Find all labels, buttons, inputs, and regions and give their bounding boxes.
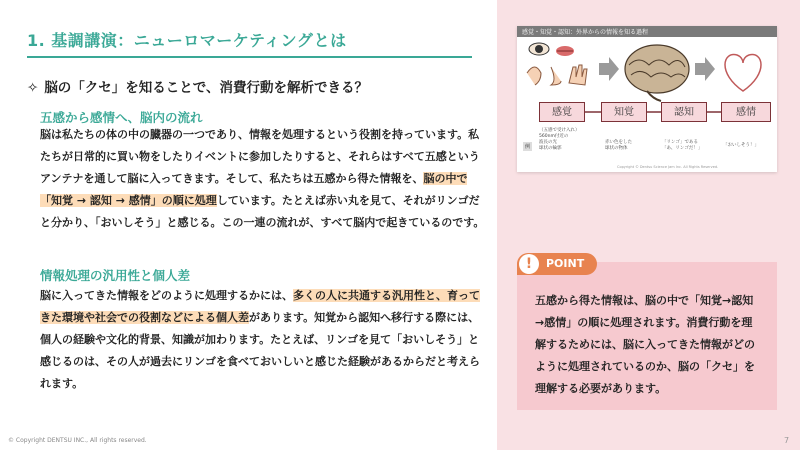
page-title: 1. 基調講演：ニューロマーケティングとは bbox=[27, 31, 347, 50]
highlighted-text: 脳の中で「知覚 → 認知 → 感情」の順に処理 bbox=[40, 172, 468, 207]
title-divider bbox=[27, 56, 472, 58]
paragraph-text: 脳に入ってきた情報をどのように処理するかには、 bbox=[40, 289, 293, 302]
footer-copyright: © Copyright DENTSU INC., All rights reserved. bbox=[8, 437, 147, 444]
diagram-header bbox=[517, 26, 777, 37]
paragraph-processing bbox=[40, 285, 485, 395]
arrow-right-icon bbox=[599, 57, 619, 81]
brain-icon bbox=[625, 45, 689, 101]
example-sensation: （五感で受け入れ） 560nm付近の 波長の光 球状の輪郭 bbox=[539, 128, 580, 151]
arrow-right-icon bbox=[695, 57, 715, 81]
paragraph-text: しています。たとえば赤い丸を見て、それがリンゴだと分かり、「おいしそう」と感じる。この一連の流れが、すべて脳内で起きているのです。 bbox=[40, 194, 485, 229]
point-text: 五感から得た情報は、脳の中で「知覚→認知→感情」の順に処理されます。消費行動を理解するためには、脳に入ってきた情報がどのように処理されているのか、脳の「クセ」を理解する必要があります。 bbox=[535, 294, 755, 395]
paragraph-text: があります。知覚から認知へ移行する際には、個人の経験や文化的背景、知識が加わります。たとえば、リンゴを見て「おいしそう」と感じるのは、その人が過去にリンゴを食べておいしいと感じた経験があるからだと考えられます。 bbox=[40, 311, 480, 390]
ear-icon bbox=[527, 67, 541, 85]
paragraph-brain-flow bbox=[40, 124, 485, 234]
point-label: POINT bbox=[546, 257, 585, 270]
mouth-icon bbox=[556, 46, 574, 56]
subheading-generality-individuality: 情報処理の汎用性と個人差 bbox=[40, 268, 191, 283]
hand-icon bbox=[569, 65, 587, 85]
stage-emotion: 感情 bbox=[721, 102, 771, 122]
section-heading-text: 脳の「クセ」を知ることで、消費行動を解析できる？ bbox=[44, 80, 369, 96]
section-heading bbox=[27, 76, 368, 96]
stage-cognition: 認知 bbox=[661, 102, 707, 122]
perception-diagram bbox=[517, 26, 777, 172]
stage-sensation: 感覚 bbox=[539, 102, 585, 122]
diagram-title: 感覚・知覚・認知：外界からの情報を知る過程 bbox=[522, 29, 649, 36]
stage-perception: 知覚 bbox=[601, 102, 647, 122]
highlighted-text: 多くの人に共通する汎用性と、育ってきた環境や社会での役割などによる個人差 bbox=[40, 289, 480, 324]
exclamation-icon: ! bbox=[519, 254, 539, 274]
example-label: 例 bbox=[525, 144, 531, 150]
heart-icon bbox=[725, 55, 761, 91]
stage-connectors bbox=[517, 108, 777, 116]
subheading-senses-to-emotion: 五感から感情へ、脳内の流れ bbox=[40, 110, 203, 125]
page-number: 7 bbox=[784, 436, 790, 445]
example-cognition: 「リンゴ」である 「あ、リンゴだ！」 bbox=[662, 140, 703, 151]
paragraph-text: 脳は私たちの体の中の臓器の一つであり、情報を処理するという役割を持っています。私たちが日常的に買い物をしたりイベントに参加したりすると、それらはすべて五感というアンテナを通して脳に入ってきます。そして、私たちは五感から得た情報を、 bbox=[40, 128, 480, 185]
diagram-footnote: Copyright © Dentsu Science Jam Inc. All Rights Reserved. bbox=[617, 165, 719, 169]
example-emotion: 「おいしそう！」 bbox=[723, 143, 759, 148]
eye-icon bbox=[529, 43, 549, 55]
example-perception: 赤い色をした 球状の物体 bbox=[605, 140, 632, 151]
nose-icon bbox=[551, 67, 561, 85]
sparkle-icon: ✧ bbox=[27, 80, 39, 96]
